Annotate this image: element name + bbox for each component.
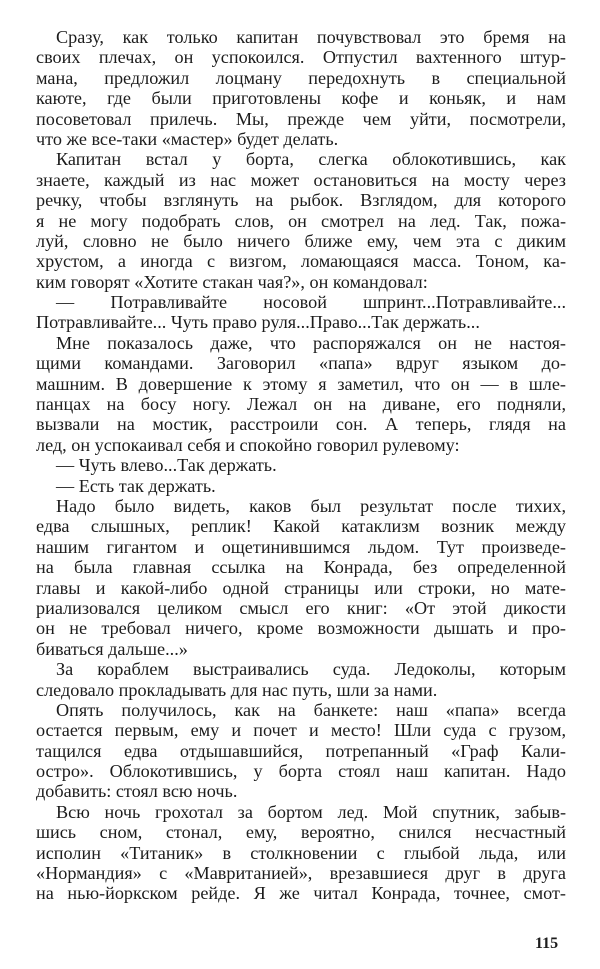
text-line: Потравливайте... Чуть право руля...Право...Так держать...: [36, 312, 480, 333]
text-line: машним. В довершение к этому я заметил, что он — в шле-: [36, 373, 566, 394]
page-number: 115: [535, 935, 559, 952]
text-line: своих плечах, он успокоился. Отпустил вахтенного штур-: [36, 47, 566, 68]
text-line: что же все-таки «мастер» будет делать.: [36, 128, 339, 149]
text-line: — Чуть влево...Так держать.: [56, 455, 277, 476]
text-line: знаете, каждый из нас может остановиться на мосту через: [36, 169, 566, 190]
text-line: каюте, где были приготовлены кофе и коньяк, и нам: [36, 88, 566, 109]
text-line: на была главная ссылка на Конрада, без определенной: [36, 557, 566, 578]
text-line: биваться дальше...»: [36, 638, 188, 659]
text-line: Всю ночь грохотал за бортом лед. Мой спутник, забыв-: [56, 801, 566, 822]
text-line: лед, он успокаивал себя и спокойно говорил рулевому:: [36, 434, 460, 455]
text-line: речку, чтобы взглянуть на рыбок. Взглядом, для которого: [36, 190, 566, 211]
text-line: хрустом, а иногда с визгом, ломающаяся масса. Тоном, ка-: [36, 251, 566, 272]
text-line: посоветовал прилечь. Мы, прежде чем уйти, посмотрели,: [36, 108, 566, 129]
text-line: на нью-йоркском рейде. Я же читал Конрада, точнее, смот-: [36, 883, 566, 904]
text-line: я не могу подобрать слов, он смотрел на лед. Так, пожа-: [36, 210, 566, 231]
text-line: следовало прокладывать для нас путь, шли за нами.: [36, 679, 438, 700]
text-line: — Есть так держать.: [56, 475, 216, 496]
text-line: вызвали на мостик, расстроили сон. А теперь, глядя на: [36, 414, 566, 435]
text-line: панцах на босу ногу. Лежал он на диване, его подняли,: [36, 394, 566, 415]
text-line: остается первым, ему и почет и место! Шли суда с грузом,: [36, 720, 566, 741]
text-line: — Потравливайте носовой шпринт...Потравливайте...: [56, 292, 566, 313]
text-line: мана, предложил лоцману передохнуть в специальной: [36, 67, 566, 88]
text-line: он не требовал ничего, кроме возможности дышать и про-: [36, 618, 566, 639]
text-line: добавить: стоял всю ночь.: [36, 781, 238, 802]
text-line: шись сном, стонал, ему, вероятно, снился несчастный: [36, 822, 566, 843]
text-line: Надо было видеть, каков был результат после тихих,: [56, 495, 566, 516]
text-line: щими командами. Заговорил «папа» вдруг языком до-: [36, 353, 566, 374]
text-line: исполин «Титаник» в столкновении с глыбой льда, или: [36, 842, 566, 863]
page-body-text: [36, 27, 566, 904]
text-line: остро». Облокотившись, у борта стоял наш капитан. Надо: [36, 761, 566, 782]
text-line: едва слышных, реплик! Какой катаклизм возник между: [36, 516, 566, 537]
text-line: За кораблем выстраивались суда. Ледоколы, которым: [56, 659, 566, 680]
text-line: риализовался целиком смысл его книг: «От этой дикости: [36, 597, 566, 618]
text-line: Капитан встал у борта, слегка облокотившись, как: [56, 149, 566, 170]
text-line: нашим гигантом и ощетинившимся льдом. Тут произведе-: [36, 536, 566, 557]
text-line: Опять получилось, как на банкете: наш «папа» всегда: [56, 699, 566, 720]
text-line: главы и какой-либо одной страницы или строки, но мате-: [36, 577, 566, 598]
text-line: луй, словно не было ничего ближе ему, чем эта с диким: [36, 230, 566, 251]
text-line: Сразу, как только капитан почувствовал это бремя на: [56, 27, 566, 47]
text-line: ким говорят «Хотите стакан чая?», он командовал:: [36, 271, 428, 292]
text-line: «Нормандия» с «Мавританией», врезавшиеся друг в друга: [36, 863, 566, 884]
text-line: Мне показалось даже, что распоряжался он не настоя-: [56, 332, 566, 353]
text-line: тащился едва отдышавшийся, потрепанный «Граф Кали-: [36, 740, 566, 761]
